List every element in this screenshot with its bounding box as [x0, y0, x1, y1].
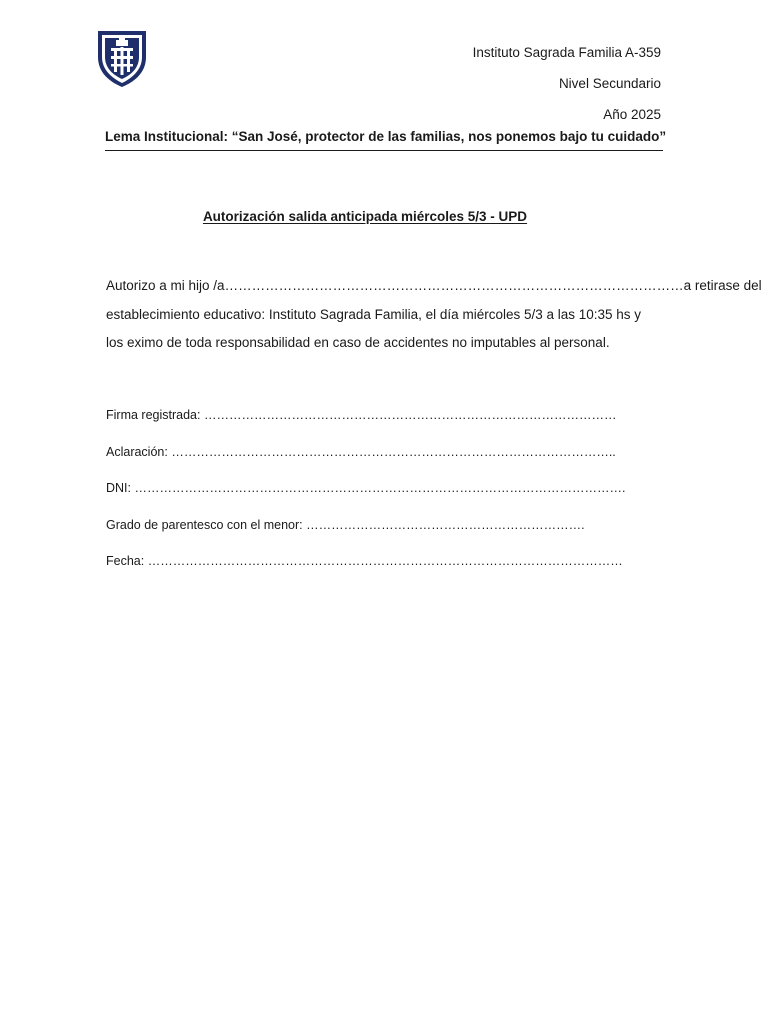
- field-kinship-blank[interactable]: ………………………………………………………….: [306, 517, 585, 532]
- field-kinship-label: Grado de parentesco con el menor:: [106, 517, 307, 532]
- field-dni-blank[interactable]: ……………………………………………………………………………………………………….: [134, 481, 626, 495]
- paragraph-line-1-start: Autorizo a mi hijo /a: [106, 278, 225, 293]
- field-dni: [106, 481, 625, 518]
- paragraph-line-2-text: establecimiento educativo: Instituto Sagrada Familia, el día miércoles 5/3 a las 10:35 hs y: [106, 306, 642, 322]
- school-crest-icon: [96, 27, 148, 89]
- authorization-paragraph: [106, 272, 762, 358]
- field-date-label: Fecha:: [106, 554, 148, 568]
- field-clarification-blank[interactable]: ……………………………………………………………………………………………..: [171, 444, 616, 459]
- field-clarification-label: Aclaración:: [106, 444, 172, 459]
- document-title: [105, 209, 625, 224]
- paragraph-line-1: [106, 272, 762, 301]
- field-dni-label: DNI:: [106, 481, 135, 495]
- field-signature-blank[interactable]: ………………………………………………………………………………………: [203, 408, 617, 422]
- child-name-blank[interactable]: …………………………………………………………………………………………: [224, 278, 684, 293]
- document-title-text: Autorización salida anticipada miércoles 5/3 - UPD: [202, 209, 528, 224]
- education-level: Nivel Secundario: [558, 76, 661, 91]
- school-year: Año 2025: [603, 107, 661, 122]
- paragraph-line-2: [106, 301, 662, 330]
- institution-name: Instituto Sagrada Familia A-359: [472, 45, 661, 60]
- signature-fields: [106, 408, 625, 591]
- paragraph-line-1-end: a retirase del: [683, 278, 762, 293]
- field-kinship: [106, 518, 625, 555]
- field-signature: [106, 408, 625, 445]
- field-date: [106, 554, 625, 591]
- institution-header: [473, 37, 661, 130]
- field-signature-label: Firma registrada:: [106, 408, 204, 422]
- field-clarification: [106, 445, 625, 482]
- paragraph-line-3: [106, 329, 662, 358]
- institutional-motto: Lema Institucional: “San José, protector de las familias, nos ponemos bajo tu cuidado”: [105, 129, 663, 151]
- paragraph-line-3-text: los eximo de toda responsabilidad en caso de accidentes no imputables al personal.: [106, 335, 610, 350]
- field-date-blank[interactable]: ……………………………………………………………………………………………………: [147, 554, 623, 568]
